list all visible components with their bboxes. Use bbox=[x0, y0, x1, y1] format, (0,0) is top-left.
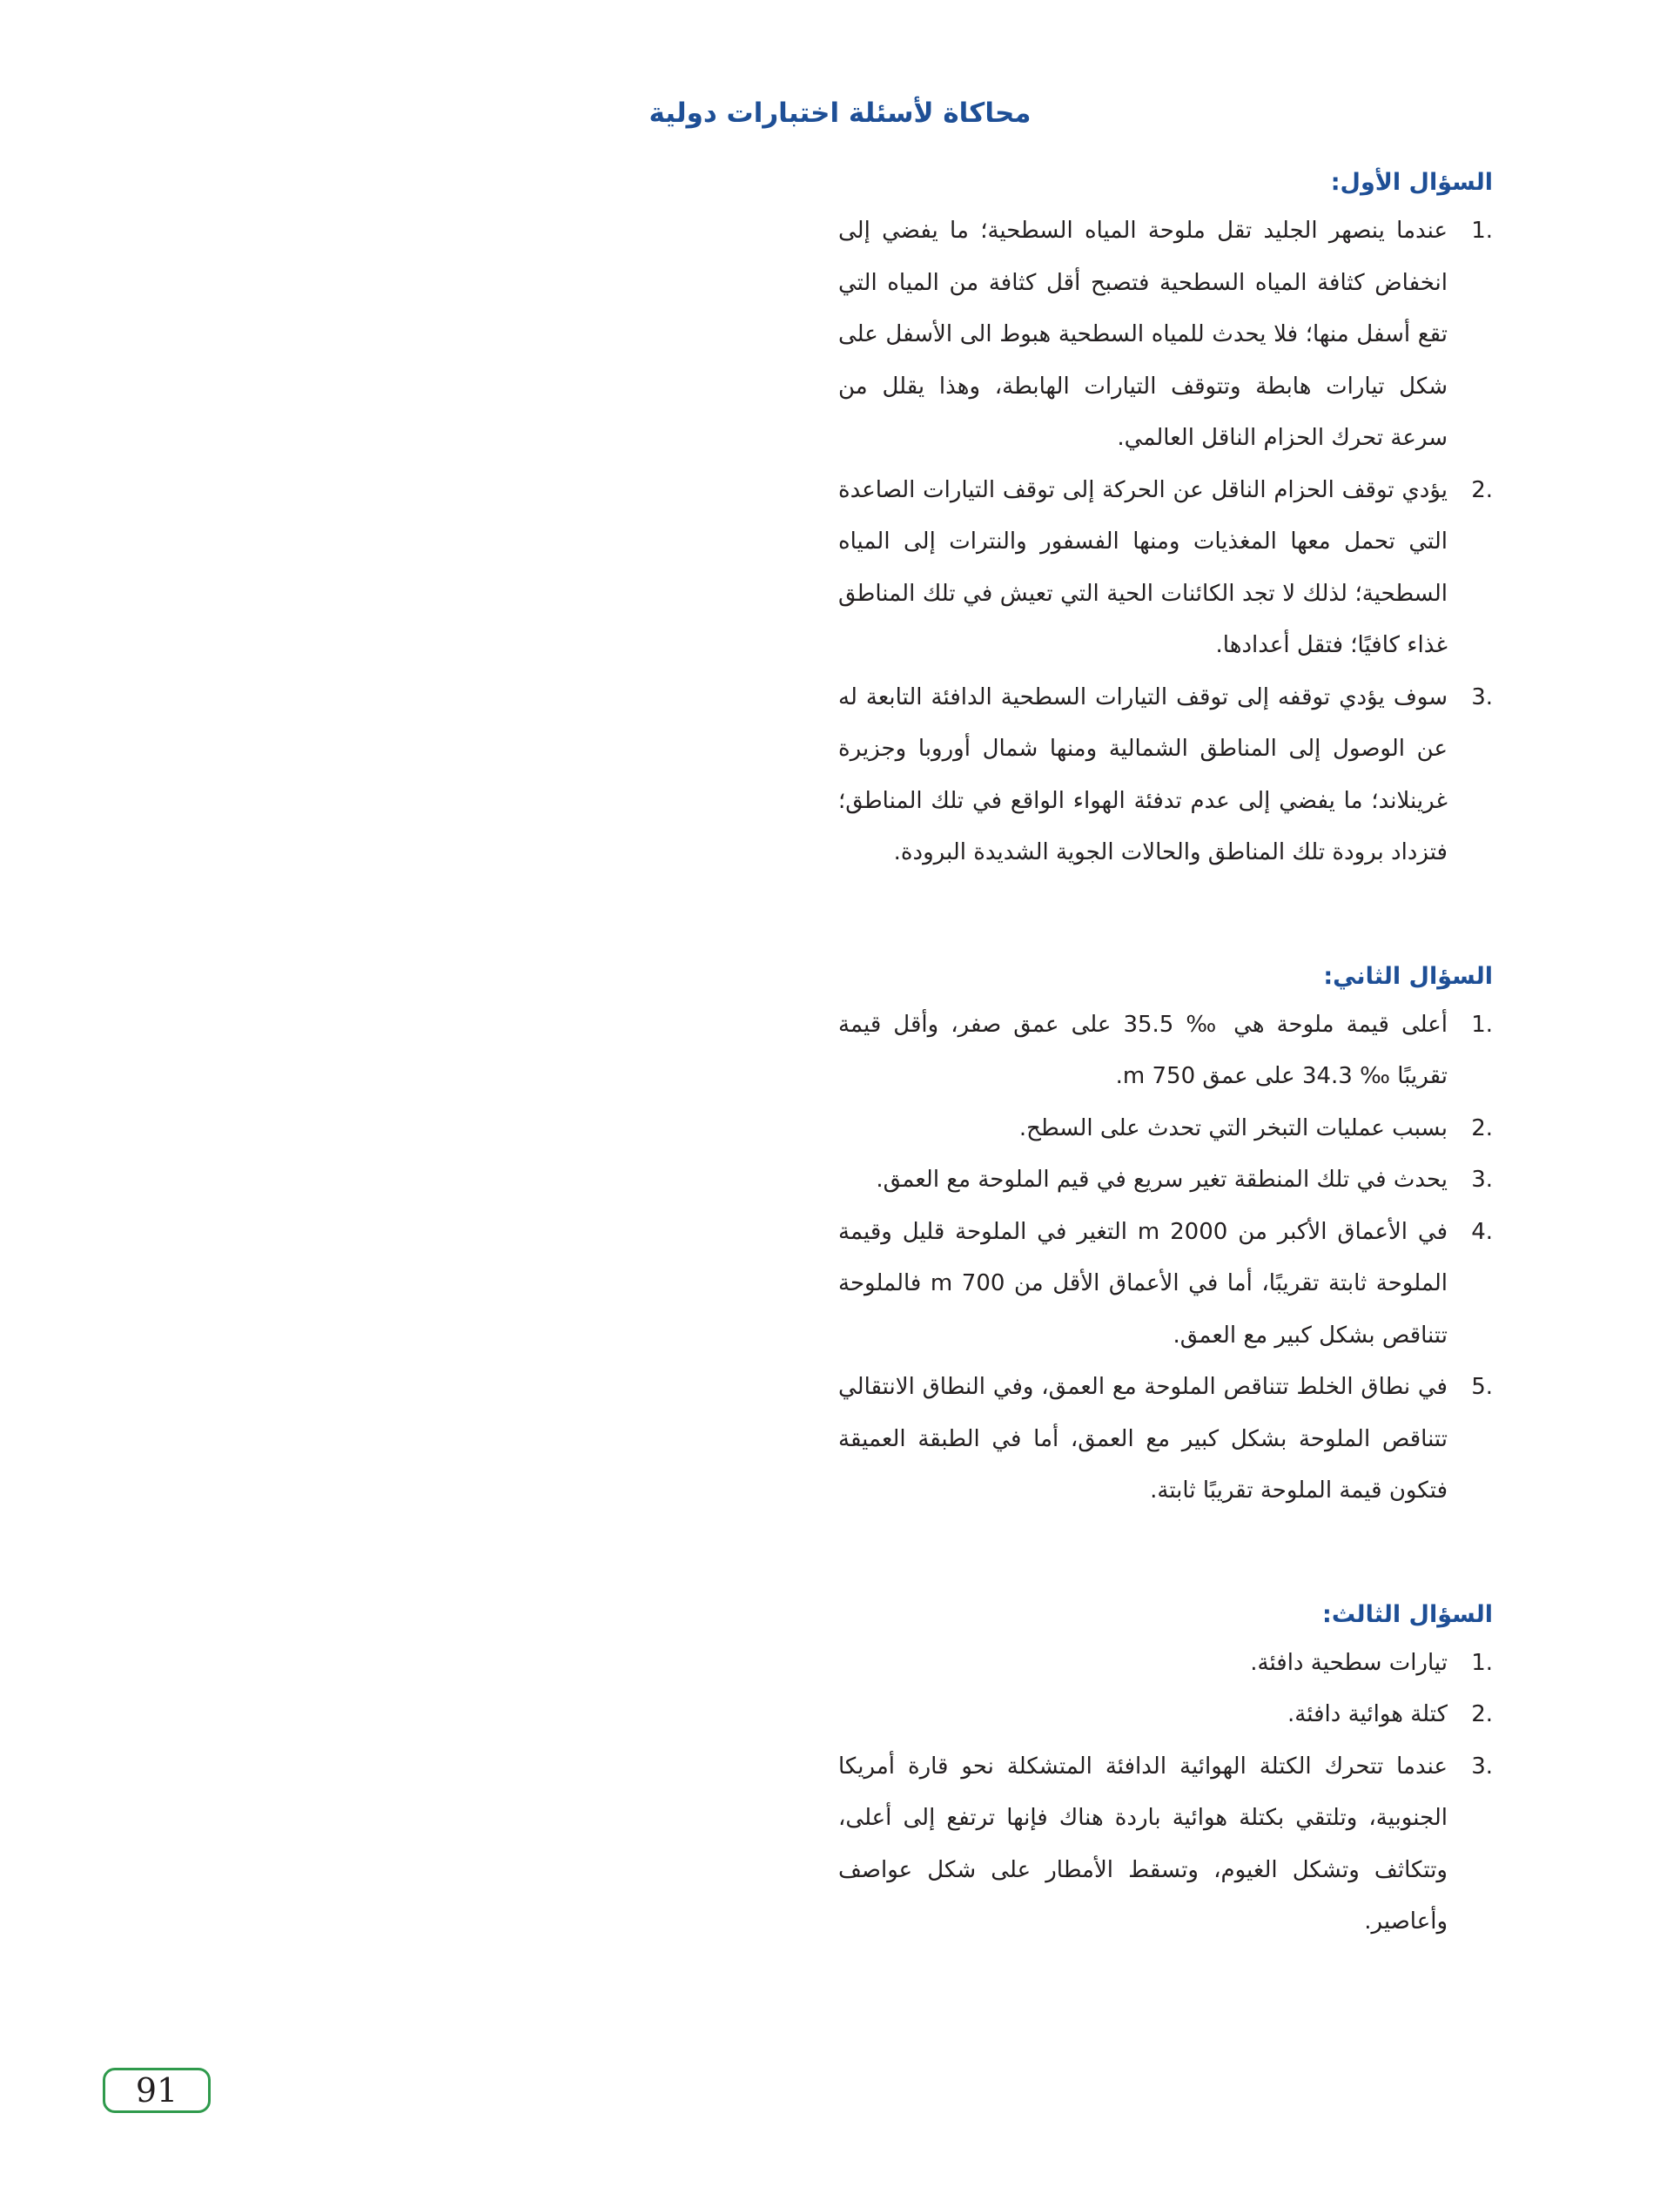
answer-text: كتلة هوائية دافئة. bbox=[1287, 1701, 1448, 1727]
answer-item bbox=[838, 1103, 1493, 1155]
answer-text: سوف يؤدي توقفه إلى توقف التيارات السطحية الدافئة التابعة له عن الوصول إلى المناطق الشمالية ومنها شمال أوروبا وجزيرة غرينلاند؛ ما يفضي إلى عدم تدفئة الهواء الواقع في تلك المناطق؛ فتزداد برودة تلك المناطق والحالات الجوية الشديدة البرودة. bbox=[838, 683, 1448, 865]
page-title: محاكاة لأسئلة اختبارات دولية bbox=[648, 98, 1032, 129]
page-number-badge bbox=[103, 2068, 211, 2113]
answer-number: .2 bbox=[1471, 1114, 1493, 1141]
answer-item bbox=[838, 465, 1493, 672]
page-number: 91 bbox=[135, 2071, 178, 2110]
answer-number: .3 bbox=[1471, 1753, 1493, 1780]
question-2-section bbox=[838, 959, 1493, 1518]
question-3-title: السؤال الثالث: bbox=[1322, 1600, 1493, 1628]
answer-text: عندما تتحرك الكتلة الهوائية الدافئة المتشكلة نحو قارة أمريكا الجنوبية، وتلتقي بكتلة هوائية باردة هناك فإنها ترتفع إلى أعلى، وتتكاثف وتشكل الغيوم، وتسقط الأمطار على شكل عواصف وأعاصير. bbox=[838, 1753, 1448, 1935]
answer-text: أعلى قيمة ملوحة هي ‰ 35.5 على عمق صفر، وأقل قيمة تقريبًا ‰ 34.3 على عمق 750 m. bbox=[838, 1011, 1448, 1089]
question-2-answers bbox=[838, 999, 1493, 1518]
question-3-section bbox=[838, 1598, 1493, 1948]
question-2-title: السؤال الثاني: bbox=[1323, 962, 1493, 990]
question-3-answers bbox=[838, 1638, 1493, 1948]
question-1-answers bbox=[838, 205, 1493, 879]
answer-text: عندما ينصهر الجليد تقل ملوحة المياه السطحية؛ ما يفضي إلى انخفاض كثافة المياه السطحية فتصبح أقل كثافة من المياه التي تقع أسفل منها؛ فلا يحدث للمياه السطحية هبوط الى الأسفل على شكل تيارات هابطة وتتوقف التيارات الهابطة، وهذا يقلل من سرعة تحرك الحزام الناقل العالمي. bbox=[838, 218, 1448, 451]
answer-item bbox=[838, 205, 1493, 465]
answer-item bbox=[838, 999, 1493, 1103]
answer-number: .5 bbox=[1471, 1374, 1493, 1400]
answer-item bbox=[838, 1638, 1493, 1690]
answer-item bbox=[838, 1362, 1493, 1518]
question-1-title: السؤال الأول: bbox=[1330, 169, 1493, 196]
answer-number: .1 bbox=[1471, 1649, 1493, 1676]
answers-content bbox=[838, 165, 1493, 1948]
answer-number: .4 bbox=[1471, 1218, 1493, 1245]
answer-item bbox=[838, 672, 1493, 879]
answer-number: .3 bbox=[1471, 1167, 1493, 1193]
answer-number: .1 bbox=[1471, 1011, 1493, 1038]
answer-number: .2 bbox=[1471, 1701, 1493, 1727]
answer-number: .1 bbox=[1471, 218, 1493, 244]
answer-text: في نطاق الخلط تتناقص الملوحة مع العمق، وفي النطاق الانتقالي تتناقص الملوحة بشكل كبير مع العمق، أما في الطبقة العميقة فتكون قيمة الملوحة تقريبًا ثابتة. bbox=[838, 1374, 1448, 1504]
answer-item bbox=[838, 1154, 1493, 1207]
answer-number: .2 bbox=[1471, 476, 1493, 503]
answer-text: بسبب عمليات التبخر التي تحدث على السطح. bbox=[1018, 1114, 1448, 1141]
answer-item bbox=[838, 1741, 1493, 1948]
answer-number: .3 bbox=[1471, 683, 1493, 710]
answer-text: تيارات سطحية دافئة. bbox=[1250, 1649, 1448, 1676]
answer-item bbox=[838, 1207, 1493, 1363]
answer-item bbox=[838, 1689, 1493, 1741]
answer-text: في الأعماق الأكبر من 2000 m التغير في الملوحة قليل وقيمة الملوحة ثابتة تقريبًا، أما في الأعماق الأقل من 700 m فالملوحة تتناقص بشكل كبير مع العمق. bbox=[838, 1218, 1448, 1349]
answer-text: يؤدي توقف الحزام الناقل عن الحركة إلى توقف التيارات الصاعدة التي تحمل معها المغذيات ومنها الفسفور والنترات إلى المياه السطحية؛ لذلك لا تجد الكائنات الحية التي تعيش في تلك المناطق غذاء كافيًا؛ فتقل أعدادها. bbox=[838, 476, 1448, 658]
question-1-section bbox=[838, 165, 1493, 879]
answer-text: يحدث في تلك المنطقة تغير سريع في قيم الملوحة مع العمق. bbox=[876, 1167, 1448, 1193]
